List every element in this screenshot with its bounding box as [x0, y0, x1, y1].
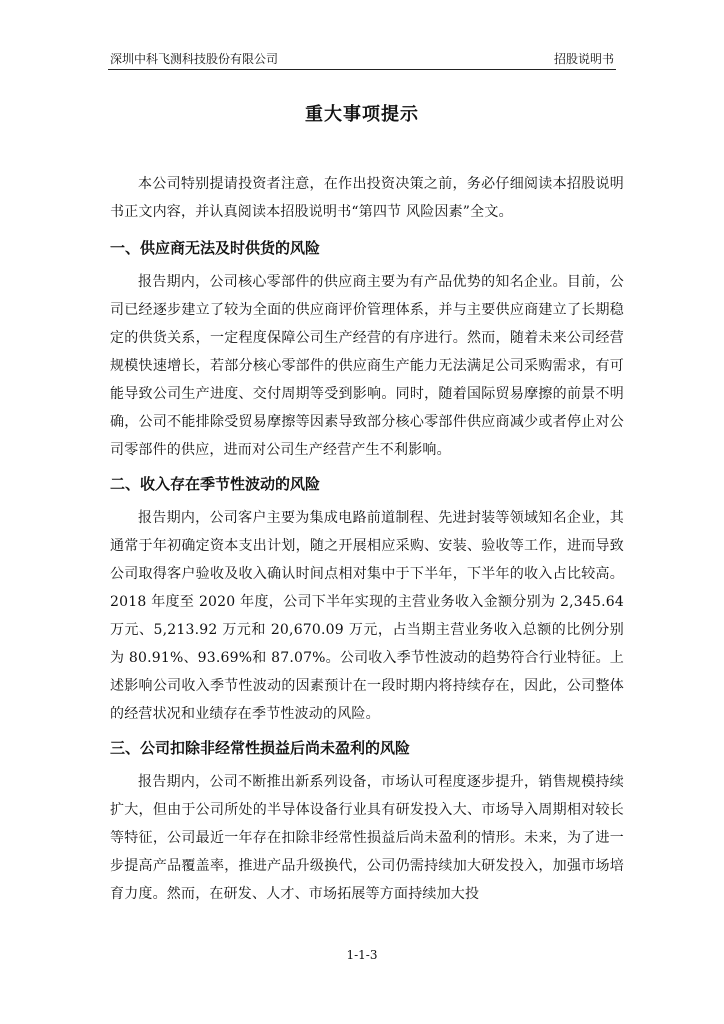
intro-paragraph: 本公司特别提请投资者注意，在作出投资决策之前，务必仔细阅读本招股说明书正文内容，并认真阅读本招股说明书“第四节 风险因素”全文。	[110, 176, 624, 220]
page-number: 1-1-3	[346, 948, 378, 962]
section-body-unprofitable-risk: 报告期内，公司不断推出新系列设备，市场认可程度逐步提升，销售规模持续扩大，但由于公司所处的半导体设备行业具有研发投入大、市场导入周期相对较长等特征，公司最近一年存在扣除非经常性损益后尚未盈利的情形。未来，为了进一步提高产品覆盖率，推进产品升级换代，公司仍需持续加大研发投入，加强市场培育力度。然而，在研发、人才、市场拓展等方面持续加大投	[110, 774, 624, 902]
section-heading-supplier-risk: 一、供应商无法及时供货的风险	[110, 239, 321, 257]
document-body	[110, 170, 624, 908]
page-title: 重大事项提示	[305, 104, 419, 125]
document-type: 招股说明书	[553, 52, 614, 66]
section-heading-seasonal-revenue-risk: 二、收入存在季节性波动的风险	[110, 475, 321, 493]
section-body-supplier-risk: 报告期内，公司核心零部件的供应商主要为有产品优势的知名企业。目前，公司已经逐步建立了较为全面的供应商评价管理体系，并与主要供应商建立了长期稳定的供货关系，一定程度保障公司生产经营的有序进行。然而，随着未来公司经营规模快速增长，若部分核心零部件的供应商生产能力无法满足公司采购需求，有可能导致公司生产进度、交付周期等受到影响。同时，随着国际贸易摩擦的前景不明确，公司不能排除受贸易摩擦等因素导致部分核心零部件供应商减少或者停止对公司零部件的供应，进而对公司生产经营产生不利影响。	[110, 274, 624, 458]
company-name: 深圳中科飞测科技股份有限公司	[110, 52, 279, 66]
section-heading-unprofitable-risk: 三、公司扣除非经常性损益后尚未盈利的风险	[110, 739, 411, 757]
section-body-seasonal-revenue-risk: 报告期内，公司客户主要为集成电路前道制程、先进封装等领域知名企业，其通常于年初确定资本支出计划，随之开展相应采购、安装、验收等工作，进而导致公司取得客户验收及收入确认时间点相对集中于下半年，下半年的收入占比较高。2018 年度至 2020 年度，公司下半年实现的主营业务收入金额分别为 2,345.64 万元、5,213.92 万元和 20,670.09 万元，占当期主营业务收入总额的比例分别为 80.91%、93.69%和 87.07%。公司收入季节性波动的趋势符合行业特征。上述影响公司收入季节性波动的因素预计在一段时期内将持续存在，因此，公司整体的经营状况和业绩存在季节性波动的风险。	[110, 510, 624, 722]
page-header	[108, 49, 616, 70]
